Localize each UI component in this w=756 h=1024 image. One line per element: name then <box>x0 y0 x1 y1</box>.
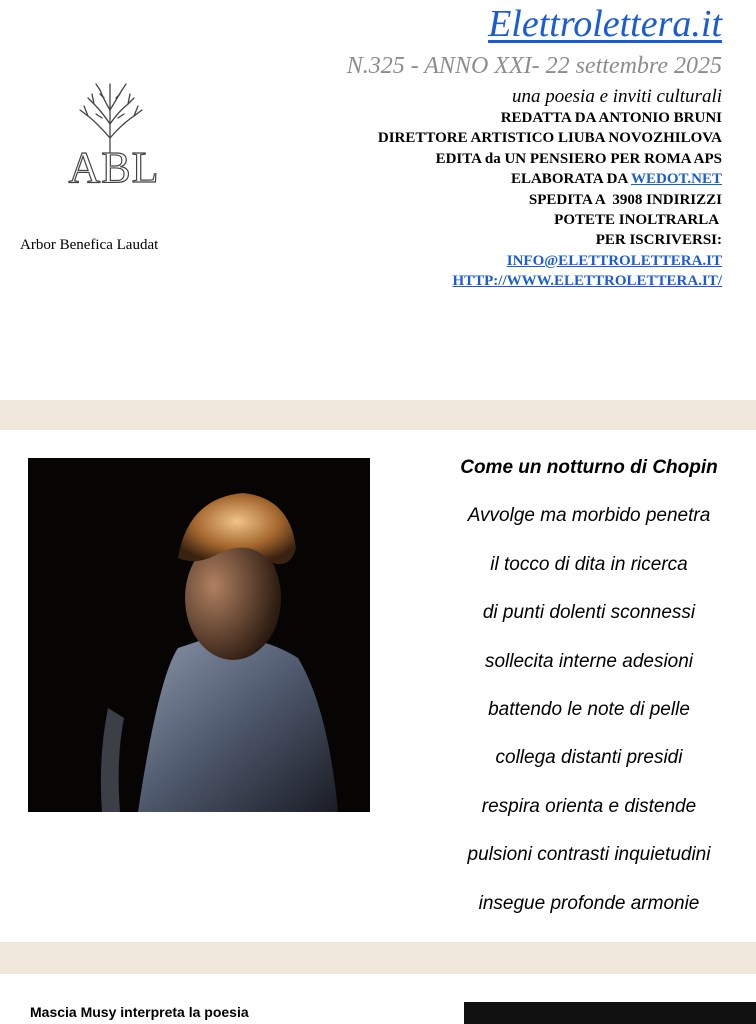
poem-line: collega distanti presidi <box>495 747 683 769</box>
poem-line: pulsioni contrasti inquietudini <box>467 844 711 866</box>
motto: Arbor Benefica Laudat <box>20 237 159 253</box>
video-section <box>0 974 756 1024</box>
header-section <box>0 0 756 400</box>
poem-line: respira orienta e distende <box>481 795 697 817</box>
video-thumbnail[interactable] <box>464 1002 756 1024</box>
elaborated-prefix: ELABORATA DA <box>510 171 631 188</box>
wedot-link[interactable]: WEDOT.NET <box>631 171 722 188</box>
email-link[interactable]: INFO@ELETTROLETTERA.IT <box>506 252 722 269</box>
forward-line: POTETE INOLTRARLA <box>554 212 722 229</box>
sent-line: SPEDITA A 3908 INDIRIZZI <box>528 191 722 208</box>
poem-line: Avvolge ma morbido penetra <box>467 505 711 527</box>
poem-line: sollecita interne adesioni <box>484 650 694 672</box>
publisher-line: EDITA da UN PENSIERO PER ROMA APS <box>435 150 722 167</box>
masthead-info <box>378 108 722 292</box>
poem-line: di punti dolenti sconnessi <box>482 602 696 624</box>
poem-line: il tocco di dita in ricerca <box>490 553 688 575</box>
editor-line: REDATTA DA ANTONIO BRUNI <box>500 110 722 126</box>
section-divider <box>0 400 756 430</box>
abl-tree-logo <box>44 78 184 196</box>
subscribe-line: PER ISCRIVERSI: <box>595 232 722 249</box>
director-line: DIRETTORE ARTISTICO LIUBA NOVOZHILOVA <box>377 130 722 147</box>
issue-line: N.325 - ANNO XXI- 22 settembre 2025 <box>346 53 722 79</box>
video-caption: Mascia Musy interpreta la poesia <box>30 1004 249 1020</box>
website-link[interactable]: HTTP://WWW.ELETTROLETTERA.IT/ <box>452 273 722 290</box>
elaborated-line <box>378 169 722 189</box>
site-title-link[interactable]: Elettrolettera.it <box>488 3 722 45</box>
poem-line: insegue profonde armonie <box>478 892 700 914</box>
poem-title: Come un notturno di Chopin <box>460 457 718 478</box>
performer-photo <box>28 458 370 812</box>
section-divider <box>0 942 756 974</box>
poem-text <box>422 454 756 938</box>
logo-letters: ABL <box>68 143 160 192</box>
tagline: una poesia e inviti culturali <box>511 86 722 107</box>
poem-section <box>0 430 756 942</box>
poem-line: battendo le note di pelle <box>488 698 690 720</box>
